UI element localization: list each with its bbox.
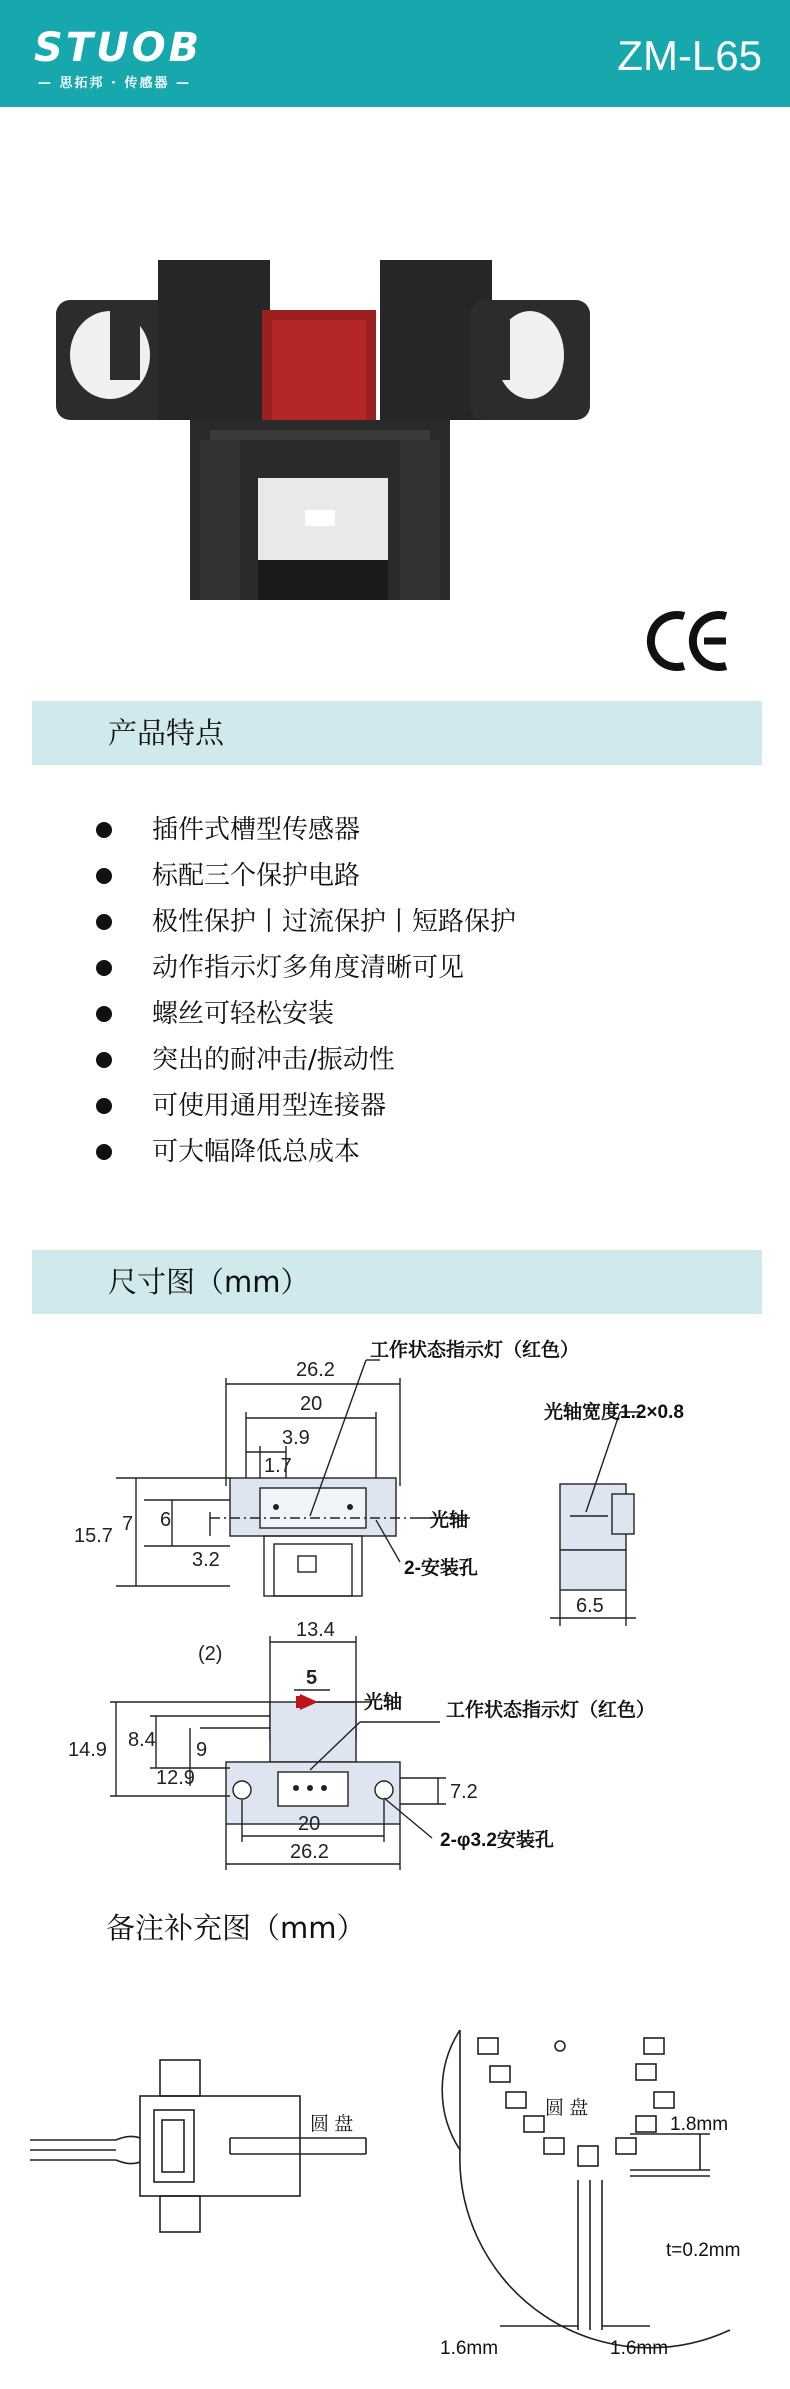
dimension-diagram-top — [60, 1316, 760, 1646]
dim-label: 3.2 — [192, 1549, 220, 1571]
dimensions-section-header — [32, 1250, 762, 1314]
page-header — [0, 0, 790, 107]
dimension-diagram-bottom — [60, 1620, 760, 1900]
axis-label: 光轴 — [364, 1692, 403, 1713]
dim-label: 15.7 — [74, 1525, 113, 1547]
product-photo — [50, 240, 590, 620]
dim-label: (2) — [198, 1643, 223, 1665]
dim-label: 20 — [300, 1393, 323, 1415]
dim-label: 5 — [306, 1667, 318, 1689]
axis-label: 光轴 — [430, 1510, 469, 1531]
mount-label: 2-φ3.2安装孔 — [440, 1830, 554, 1851]
bullet-icon — [96, 914, 112, 930]
disc-label: 圆 盘 — [545, 2098, 589, 2119]
dimensions-title: 尺寸图（mm） — [108, 1265, 310, 1299]
dim-label: 8.4 — [128, 1729, 156, 1751]
model-number: ZM-L65 — [617, 32, 762, 79]
dim-label: 1.8mm — [670, 2114, 729, 2135]
features-title: 产品特点 — [108, 716, 225, 750]
bullet-icon — [96, 1006, 112, 1022]
dim-label: t=0.2mm — [666, 2240, 741, 2261]
brand-subtitle: — 思拓邦 · 传感器 — — [38, 76, 192, 91]
dim-label: 1.6mm — [610, 2338, 669, 2359]
ce-mark-icon — [646, 610, 736, 672]
bullet-icon — [96, 960, 112, 976]
dim-label: 13.4 — [296, 1620, 335, 1641]
dim-label: 7 — [122, 1513, 134, 1535]
notes-diagram — [30, 2030, 770, 2370]
bullet-icon — [96, 1098, 112, 1114]
dim-label: 1.7 — [264, 1455, 292, 1477]
dim-label: 6 — [160, 1509, 172, 1531]
bullet-icon — [96, 1052, 112, 1068]
dim-label: 12.9 — [156, 1767, 195, 1789]
dim-label: 7.2 — [450, 1781, 478, 1803]
bullet-icon — [96, 1144, 112, 1160]
dim-label: 26.2 — [296, 1359, 335, 1381]
dim-label: 9 — [196, 1739, 208, 1761]
features-section-header — [32, 701, 762, 765]
dim-label: 3.9 — [282, 1427, 310, 1449]
bullet-icon — [96, 868, 112, 884]
dim-label: 1.6mm — [440, 2338, 499, 2359]
indicator-label: 工作状态指示灯（红色） — [370, 1340, 580, 1361]
mount-label: 2-安装孔 — [404, 1558, 478, 1579]
dim-label: 26.2 — [290, 1841, 329, 1863]
axis-width-label: 光轴宽度1.2×0.8 — [544, 1402, 684, 1423]
brand-logo: STUOB — [34, 25, 203, 71]
disc-label: 圆 盘 — [310, 2114, 354, 2135]
dim-label: 14.9 — [68, 1739, 107, 1761]
bullet-icon — [96, 822, 112, 838]
dim-label: 20 — [298, 1813, 321, 1835]
notes-title: 备注补充图（mm） — [106, 1911, 366, 1945]
dim-label: 6.5 — [576, 1595, 604, 1617]
indicator-label: 工作状态指示灯（红色） — [446, 1700, 656, 1721]
